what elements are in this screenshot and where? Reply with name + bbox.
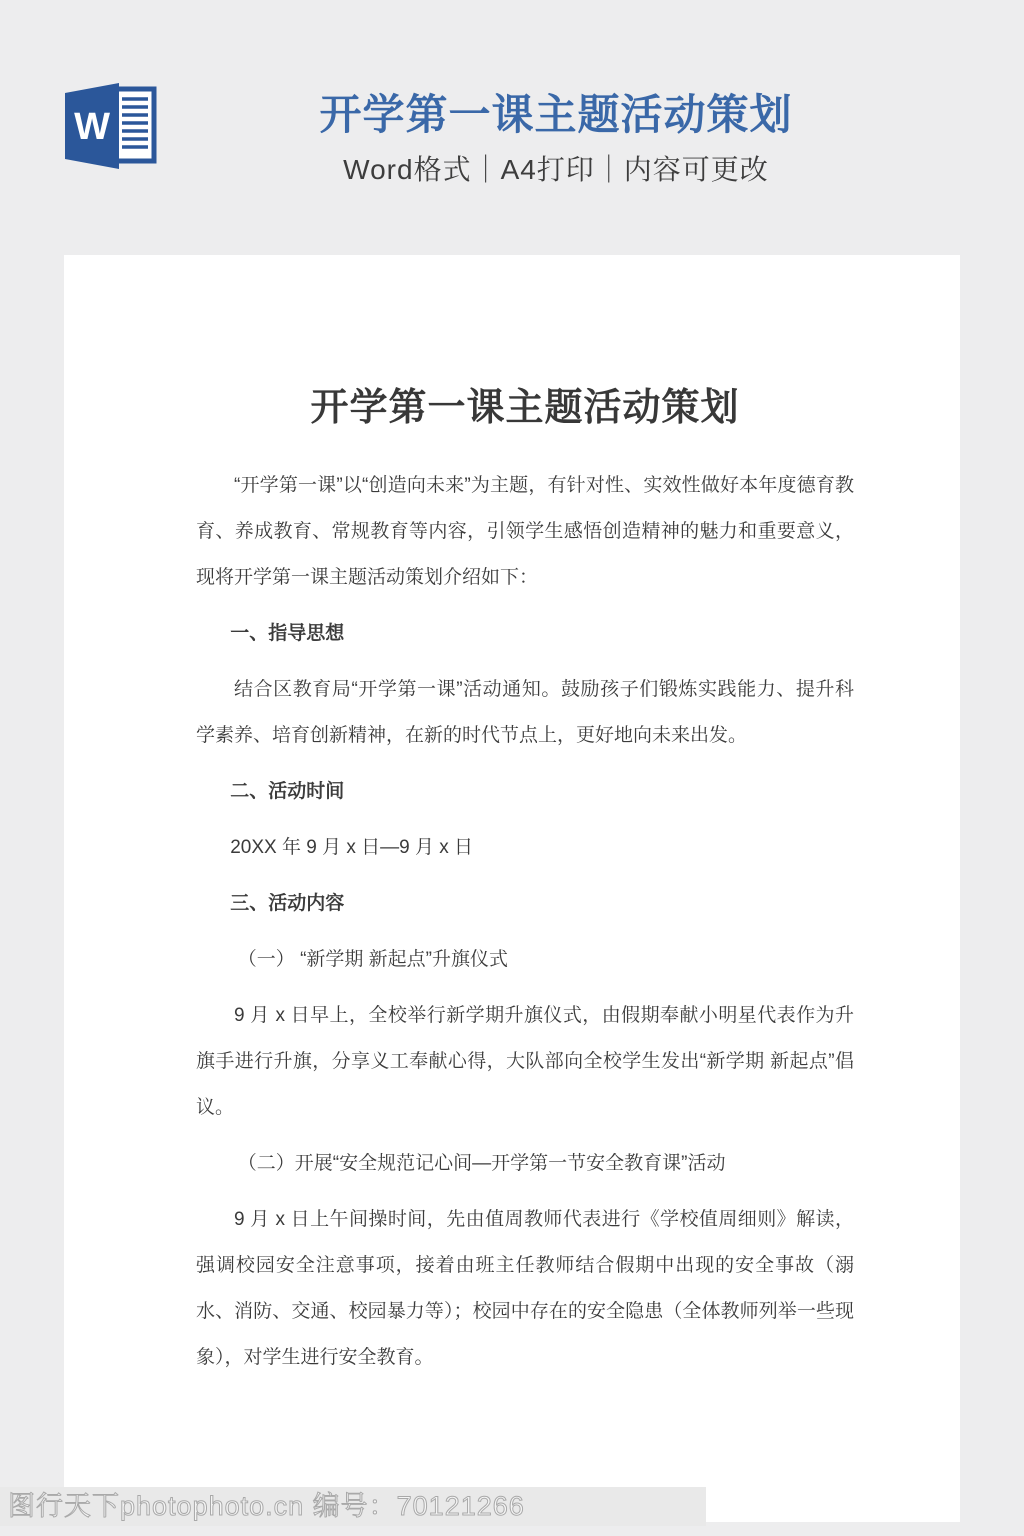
body-paragraph: 9 月 x 日早上，全校举行新学期升旗仪式，由假期奉献小明星代表作为升旗手进行升旗，分享义工奉献心得，大队部向全校学生发出“新学期 新起点”倡议。: [196, 1005, 854, 1118]
template-format-info: Word格式｜A4打印｜内容可更改: [343, 154, 769, 185]
watermark-text: 图行天下photophoto.cn 编号：70121266: [8, 1491, 525, 1521]
document-content: [64, 255, 960, 1381]
section-heading: 三、活动内容: [230, 893, 345, 914]
watermark-bar: [0, 1487, 706, 1526]
document-title: 开学第一课主题活动策划: [310, 387, 740, 429]
word-document-lines: [122, 99, 148, 147]
template-header: [0, 0, 1024, 255]
body-paragraph: 结合区教育局“开学第一课”活动通知。鼓励孩子们锻炼实践能力、提升科学素养、培育创新精神，在新的时代节点上，更好地向未来出发。: [196, 679, 854, 746]
word-logo-icon: [64, 82, 158, 170]
subsection-heading: （二）开展“安全规范记心间—开学第一节安全教育课”活动: [237, 1153, 726, 1174]
document-body: [196, 463, 854, 1381]
section-heading: 二、活动时间: [230, 781, 345, 802]
word-letter: W: [74, 106, 110, 148]
document-page: [64, 255, 960, 1522]
subsection-heading: （一） “新学期 新起点”升旗仪式: [237, 949, 509, 970]
template-title: 开学第一课主题活动策划: [319, 91, 793, 138]
body-paragraph: “开学第一课”以“创造向未来”为主题，有针对性、实效性做好本年度德育教育、养成教育、常规教育等内容，引领学生感悟创造精神的魅力和重要意义，现将开学第一课主题活动策划介绍如下：: [196, 475, 854, 588]
body-paragraph: 9 月 x 日上午间操时间，先由值周教师代表进行《学校值周细则》解读，强调校园安全注意事项，接着由班主任教师结合假期中出现的安全事故（溺水、消防、交通、校园暴力等）；校园中存在的安全隐患（全体教师列举一些现象），对学生进行安全教育。: [196, 1209, 854, 1368]
header-text-block: [156, 92, 956, 186]
date-line: 20XX 年 9 月 x 日—9 月 x 日: [230, 837, 474, 858]
section-heading: 一、指导思想: [230, 623, 345, 644]
